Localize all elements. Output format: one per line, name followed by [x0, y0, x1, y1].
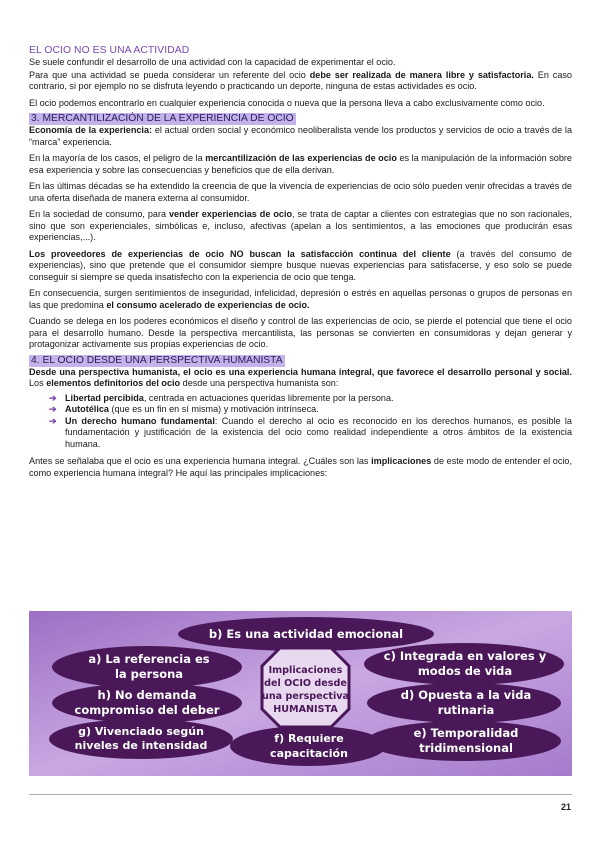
section-title-ocio: EL OCIO NO ES UNA ACTIVIDAD — [29, 45, 190, 56]
center-label-3: una perspectiva — [262, 691, 349, 702]
paragraph: El ocio podemos encontrarlo en cualquier experiencia conocida o nueva que la persona lleva a cabo exclusivamente como ocio. — [29, 97, 545, 108]
page-number: 21 — [560, 802, 571, 812]
label-c-2: modos de vida — [417, 664, 513, 678]
paragraph: En las últimas décadas se ha extendido la creencia de que la vivencia de experiencias de ocio sólo pueden venir ofrecidas a través de una oferta diseñada de manera externa al consumidor. — [29, 181, 572, 203]
label-b: b) Es una actividad emocional — [208, 627, 404, 641]
arrow-right-icon: ➔ — [49, 404, 57, 414]
label-g-1: g) Vivenciado según — [78, 725, 204, 738]
paragraph: En la mayoría de los casos, el peligro de la mercantilización de las experiencias de ocio es la manipulación de la información sobre esa experiencia y sobre las consecuencias y beneficios que de ella derivan. — [29, 153, 572, 175]
paragraph: Para que una actividad se pueda considerar un referente del ocio debe ser realizada de manera libre y satisfactoria. En caso contrario, si por ejemplo no se disfruta leyendo o practicando un deporte, ninguna de estas actividades es ocio. — [29, 69, 572, 91]
footer-divider — [29, 794, 572, 795]
label-f-2: capacitación — [270, 747, 348, 760]
label-e-2: tridimensional — [419, 741, 513, 755]
arrow-right-icon: ➔ — [49, 415, 57, 426]
list-item: ➔ Autotélica (que es un fin en sí misma) y motivación intrínseca. — [49, 404, 319, 414]
document-page — [29, 44, 572, 484]
implicaciones-diagram — [29, 611, 572, 776]
label-g-2: niveles de intensidad — [74, 739, 208, 752]
center-label-4: HUMANISTA — [273, 704, 338, 715]
paragraph: En consecuencia, surgen sentimientos de inseguridad, infelicidad, depresión o estrés en aquellas personas o grupos de personas en las que predomina el consumo acelerado de experiencias de ocio. — [29, 288, 572, 310]
paragraph: Antes se señalaba que el ocio es una experiencia humana integral. ¿Cuáles son las implicaciones de este modo de entender el ocio, como experiencia humana integral? He aquí las principales implicaciones: — [29, 456, 572, 478]
label-f-1: f) Requiere — [274, 732, 344, 745]
label-c-1: c) Integrada en valores y — [383, 649, 547, 663]
section-heading-4: 4. EL OCIO DESDE UNA PERSPECTIVA HUMANISTA — [31, 354, 283, 366]
list-item: ➔ Libertad percibida, centrada en actuaciones queridas libremente por la persona. — [49, 392, 394, 403]
center-label-1: Implicaciones — [268, 665, 343, 676]
paragraph: Desde una perspectiva humanista, el ocio es una experiencia humana integral, que favorece el desarrollo personal y social. Los elementos definitorios del ocio desde una perspectiva humanista son: — [29, 366, 572, 388]
label-a-1: a) La referencia es — [88, 652, 210, 666]
section-heading-3: 3. MERCANTILIZACIÓN DE LA EXPERIENCIA DE OCIO — [31, 113, 294, 124]
paragraph: En la sociedad de consumo, para vender experiencias de ocio, se trata de captar a clientes con estrategias que no son racionales, sino que son experienciales, simbólicas e, incluso, afectivas (apelan a los sentimientos, a las emociones que producirán esas experiencias,...). — [29, 209, 572, 242]
label-h-1: h) No demanda — [97, 688, 197, 702]
label-a-2: la persona — [114, 667, 184, 681]
paragraph: Se suele confundir el desarrollo de una actividad con la capacidad de experimentar el ocio. — [29, 57, 396, 67]
paragraph: Cuando se delega en los poderes económicos el diseño y control de las experiencias de ocio, se pierde el potencial que tiene el ocio para el desarrollo humano. Desde la perspectiva mercantilista, las personas se convierten en consumidoras y dejan generar y protagonizar activamente sus propias experiencias de ocio. — [29, 316, 572, 349]
paragraph: Economía de la experiencia: el actual orden social y económico neoliberalista vende los productos y servicios de ocio a través de la “marca” experiencia. — [29, 125, 573, 147]
list-item: ➔ Un derecho humano fundamental: Cuando el derecho al ocio es reconocido en los derechos humanos, es posible la fundamentación y justificación de la existencia del ocio como realidad independiente a otros ámbitos de la existencia humana. — [49, 415, 572, 449]
label-d-2: rutinaria — [437, 703, 495, 717]
definitorios-list — [29, 393, 572, 451]
center-label-2: del OCIO desde — [264, 678, 347, 689]
paragraph: Los proveedores de experiencias de ocio NO buscan la satisfacción continua del cliente (a través del consumo de experiencias), sino que pretende que el consumidor siempre busque nuevas experiencias para satisfacerse, y eso solo se puede conseguir si siempre se queda insatisfecho con la experiencia de ocio que tenga. — [29, 248, 572, 282]
arrow-right-icon: ➔ — [49, 392, 57, 403]
label-d-1: d) Opuesta a la vida — [400, 688, 532, 702]
label-h-2: compromiso del deber — [74, 703, 220, 717]
label-e-1: e) Temporalidad — [413, 726, 519, 740]
